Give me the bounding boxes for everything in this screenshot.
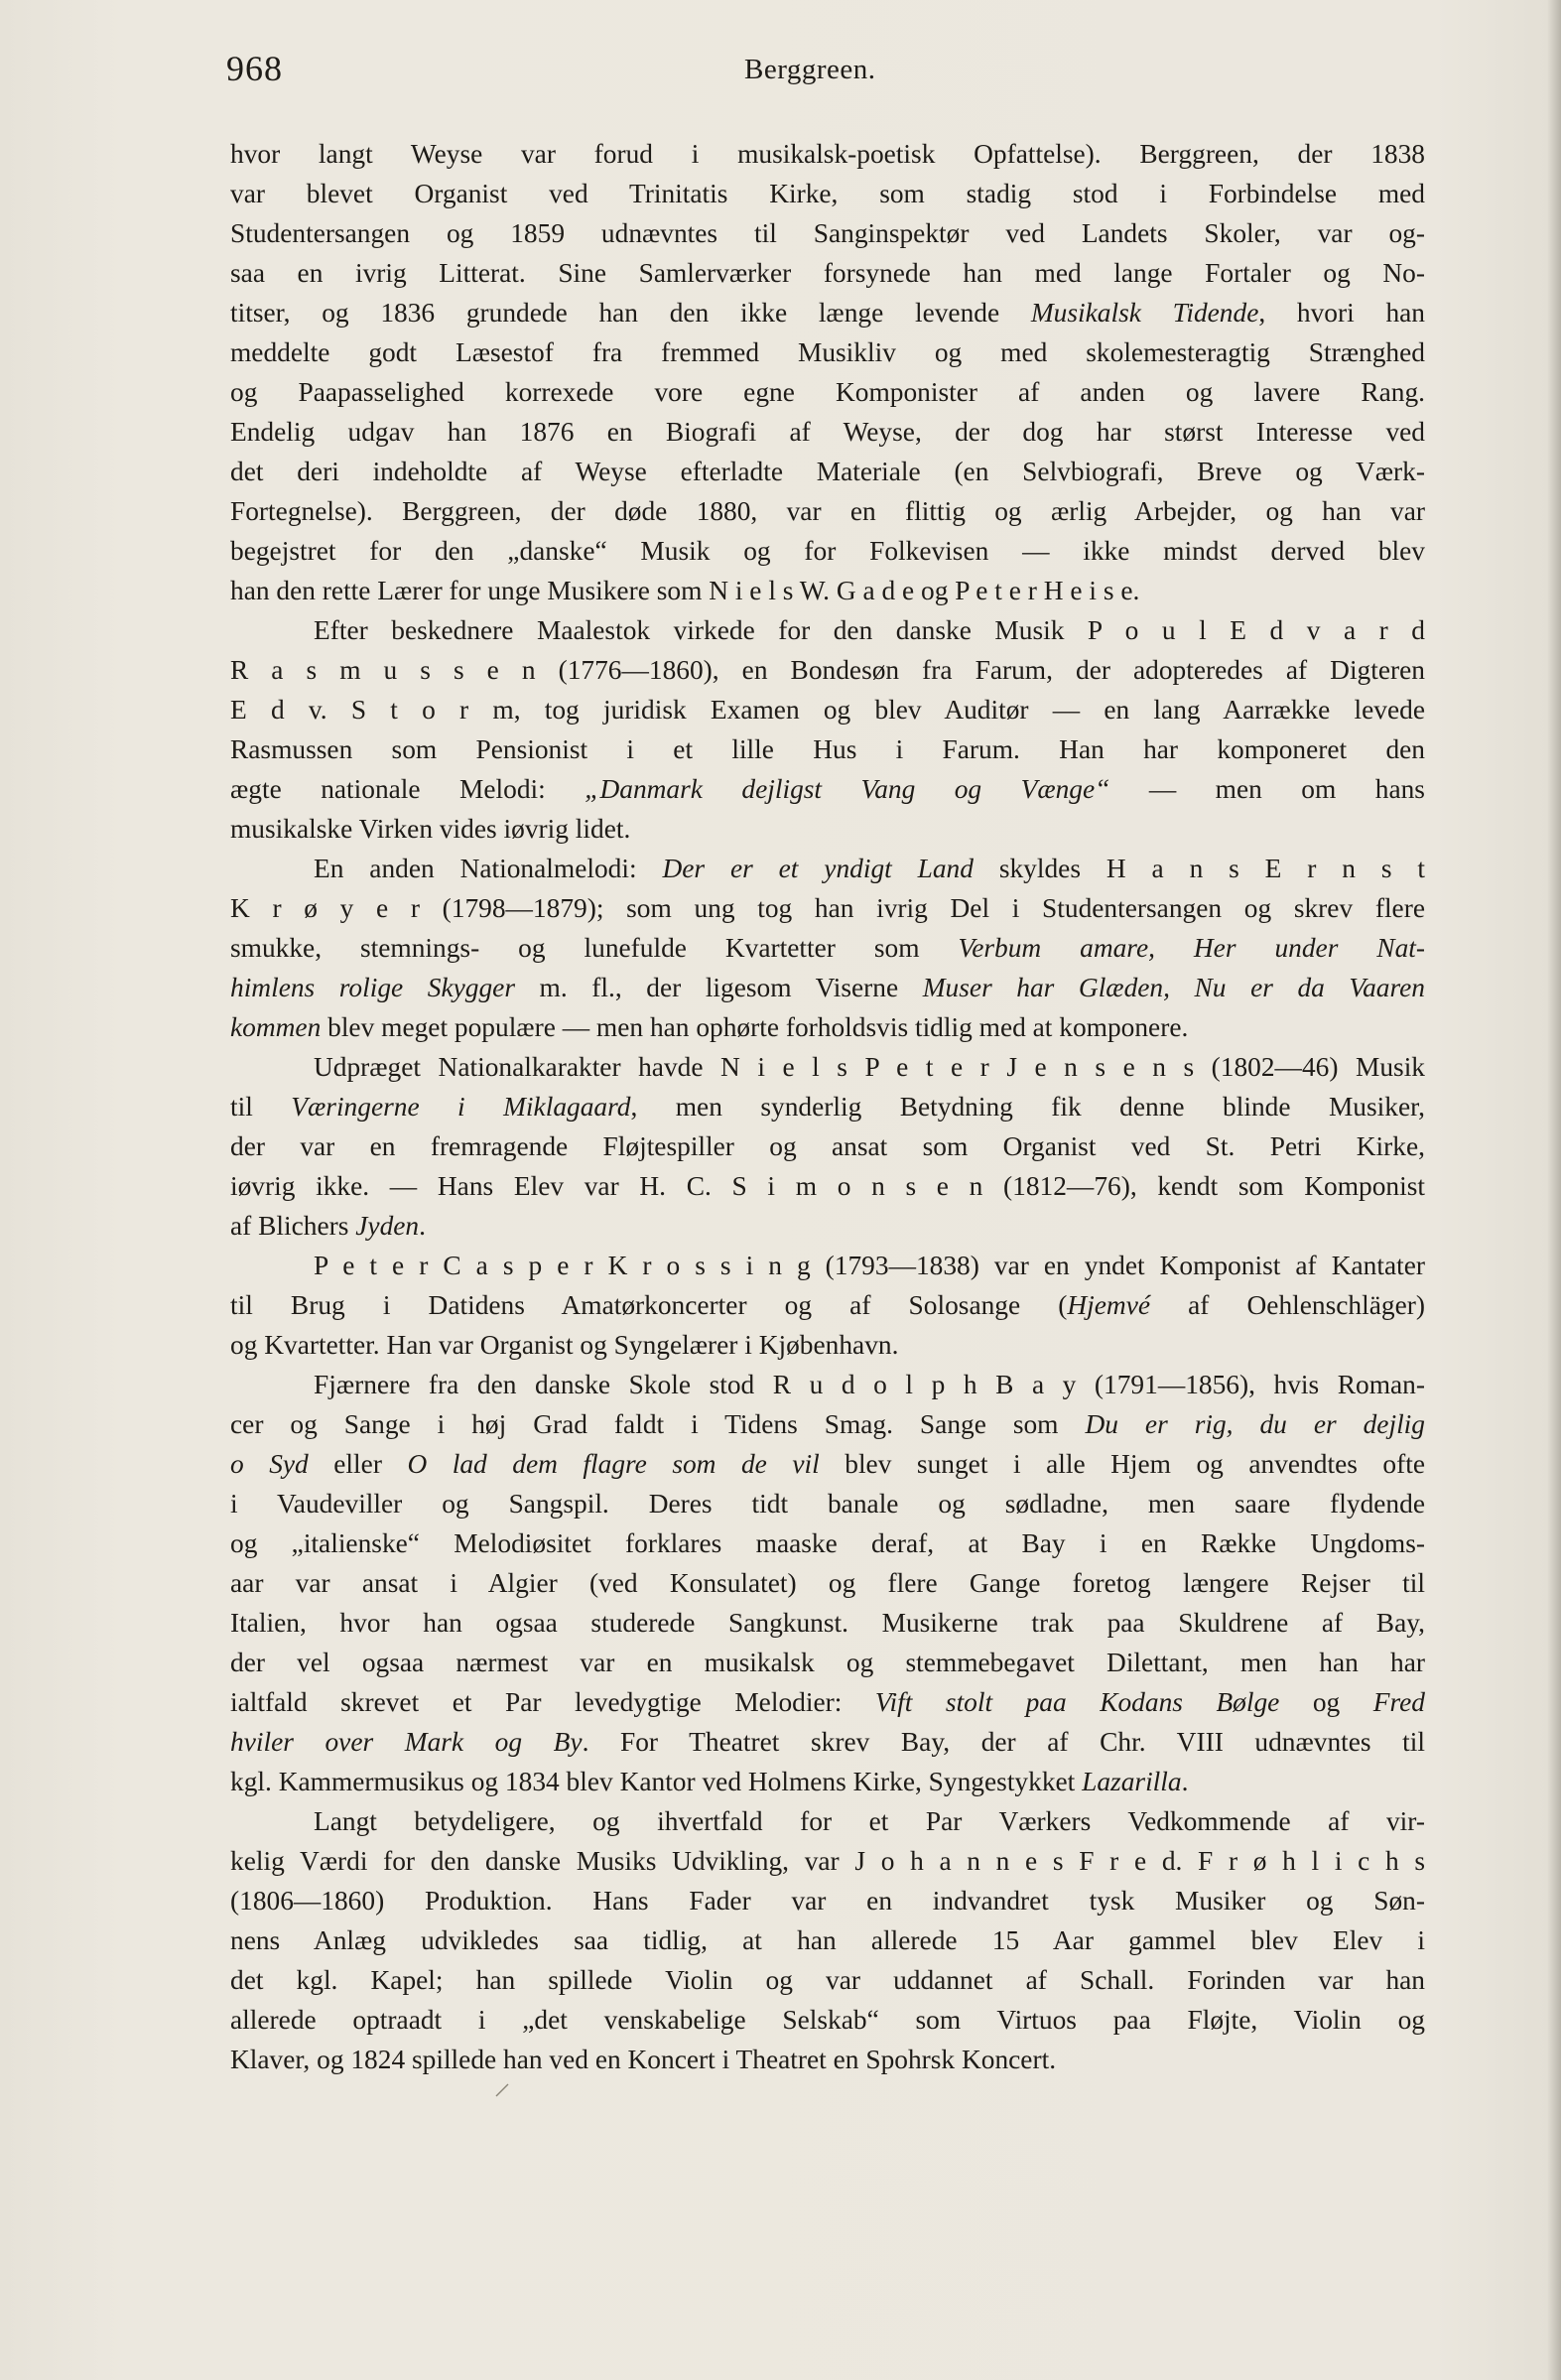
text-line: saa en ivrig Litterat. Sine Samlerværker forsynede han med lange Fortaler og No- [230,258,1425,288]
running-title: Berggreen. [744,54,876,85]
text-line: det deri indeholdte af Weyse efterladte Materiale (en Selvbiografi, Breve og Værk- [230,457,1425,486]
text-line: var blevet Organist ved Trinitatis Kirke, som stadig stod i Forbindelse med [230,179,1425,208]
text-line: iøvrig ikke. — Hans Elev var H. C. S i m o n s e n (1812—76), kendt som Komponist [230,1171,1425,1201]
body-text [230,134,1425,2079]
text-line: begejstret for den „danske“ Musik og for Folkevisen — ikke mindst derved blev [230,536,1425,566]
text-line: meddelte godt Læsestof fra fremmed Musikliv og med skolemesteragtig Strænghed [230,337,1425,367]
text-line: Udpræget Nationalkarakter havde N i e l s P e t e r J e n s e n s (1802—46) Musik [314,1052,1425,1082]
pencil-mark-icon [494,2080,512,2098]
text-line: P e t e r C a s p e r K r o s s i n g (1793—1838) var en yndet Komponist af Kantater [314,1251,1425,1280]
text-line: En anden Nationalmelodi: Der er et yndigt Land skyldes H a n s E r n s t [314,854,1426,883]
text-line: der var en fremragende Fløjtespiller og ansat som Organist ved St. Petri Kirke, [230,1131,1425,1161]
text-line: Klaver, og 1824 spillede han ved en Koncert i Theatret en Spohrsk Koncert. [230,2045,1057,2074]
text-line: og Paapasselighed korrexede vore egne Komponister af anden og lavere Rang. [230,377,1425,407]
text-line: Efter beskednere Maalestok virkede for den danske Musik P o u l E d v a r d [314,615,1425,645]
text-line: han den rette Lærer for unge Musikere som N i e l s W. G a d e og P e t e r H e i s e. [230,576,1140,605]
text-line: kelig Værdi for den danske Musiks Udvikling, var J o h a n n e s F r e d. F r ø h l i c h s [230,1846,1425,1876]
text-line: Langt betydeligere, og ihvertfald for et Par Værkers Vedkommende af vir- [314,1806,1425,1836]
text-line: cer og Sange i høj Grad faldt i Tidens Smag. Sange som Du er rig, du er dejlig [230,1409,1425,1439]
text-line: kommen blev meget populære — men han ophørte forholdsvis tidlig med at komponere. [230,1012,1189,1042]
text-line: til Væringerne i Miklagaard, men synderlig Betydning fik denne blinde Musiker, [230,1092,1425,1122]
text-line: E d v. S t o r m, tog juridisk Examen og blev Auditør — en lang Aarrække levede [230,695,1425,725]
text-line: hvor langt Weyse var forud i musikalsk-poetisk Opfattelse). Berggreen, der 1838 [230,139,1425,169]
text-line: nens Anlæg udvikledes saa tidlig, at han allerede 15 Aar gammel blev Elev i [230,1925,1425,1955]
text-line: hviler over Mark og By. For Theatret skrev Bay, der af Chr. VIII udnævntes til [230,1727,1426,1757]
text-line: aar var ansat i Algier (ved Konsulatet) og flere Gange foretog længere Rejser til [230,1568,1425,1598]
text-line: Italien, hvor han ogsaa studerede Sangkunst. Musikerne trak paa Skuldrene af Bay, [230,1608,1425,1638]
text-line: ialtfald skrevet et Par levedygtige Melodier: Vift stolt paa Kodans Bølge og Fred [230,1687,1426,1717]
text-line: og Kvartetter. Han var Organist og Syngelærer i Kjøbenhavn. [230,1330,899,1360]
text-line: K r ø y e r (1798—1879); som ung tog han ivrig Del i Studentersangen og skrev flere [230,893,1425,923]
text-line: musikalske Virken vides iøvrig lidet. [230,814,631,844]
text-line: himlens rolige Skygger m. fl., der ligesom Viserne Muser har Glæden, Nu er da Vaaren [230,973,1425,1002]
text-line: Rasmussen som Pensionist i et lille Hus i Farum. Han har komponeret den [230,734,1425,764]
text-line: Fortegnelse). Berggreen, der døde 1880, var en flittig og ærlig Arbejder, og han var [230,496,1425,526]
text-line: R a s m u s s e n (1776—1860), en Bondesøn fra Farum, der adopteredes af Digteren [230,655,1425,685]
text-line: og „italienske“ Melodiøsitet forklares maaske deraf, at Bay i en Række Ungdoms- [230,1528,1425,1558]
text-line: allerede optraadt i „det venskabelige Selskab“ som Virtuos paa Fløjte, Violin og [230,2005,1425,2035]
page-number: 968 [226,49,283,88]
text-line: til Brug i Datidens Amatørkoncerter og af Solosange (Hjemvé af Oehlenschläger) [230,1290,1425,1320]
text-line: Fjærnere fra den danske Skole stod R u d o l p h B a y (1791—1856), hvis Roman- [314,1370,1425,1399]
text-line: ægte nationale Melodi: „Danmark dejligst Vang og Vænge“ — men om hans [230,774,1425,804]
text-line: kgl. Kammermusikus og 1834 blev Kantor ved Holmens Kirke, Syngestykket Lazarilla. [230,1767,1189,1796]
text-line: Studentersangen og 1859 udnævntes til Sanginspektør ved Landets Skoler, var og- [230,218,1425,248]
text-line: af Blichers Jyden. [230,1211,426,1241]
text-line: o Syd eller O lad dem flagre som de vil blev sunget i alle Hjem og anvendtes ofte [230,1449,1426,1479]
text-line: (1806—1860) Produktion. Hans Fader var en indvandret tysk Musiker og Søn- [230,1886,1425,1916]
page-edge-shadow [1547,0,1561,2380]
text-line: smukke, stemnings- og lunefulde Kvartetter som Verbum amare, Her under Nat- [230,933,1426,963]
text-line: Endelig udgav han 1876 en Biografi af Weyse, der dog har størst Interesse ved [230,417,1425,447]
text-line: i Vaudeviller og Sangspil. Deres tidt banale og sødladne, men saare flydende [230,1489,1425,1519]
text-line: der vel ogsaa nærmest var en musikalsk og stemmebegavet Dilettant, men han har [230,1648,1425,1677]
text-line: titser, og 1836 grundede han den ikke længe levende Musikalsk Tidende, hvori han [230,298,1425,328]
text-line: det kgl. Kapel; han spillede Violin og var uddannet af Schall. Forinden var han [230,1965,1425,1995]
